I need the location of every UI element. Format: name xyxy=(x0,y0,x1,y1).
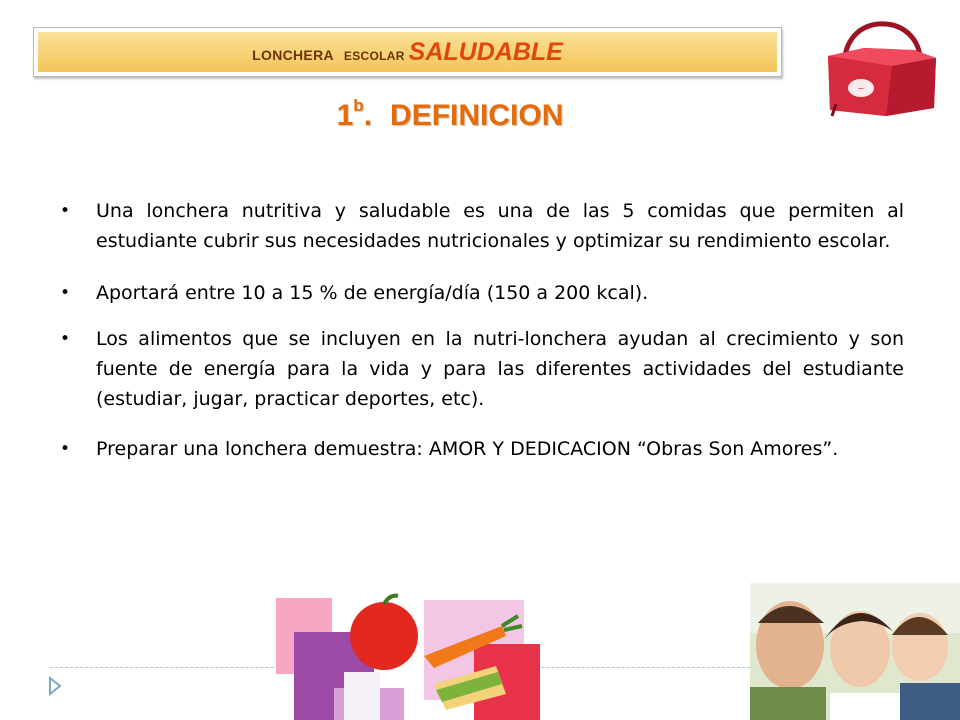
food-clipart-image xyxy=(274,592,540,720)
banner-word-lonchera: LONCHERA xyxy=(252,47,334,63)
heading-superscript: b xyxy=(353,96,364,115)
svg-text:~: ~ xyxy=(857,84,865,93)
bullet-dot: • xyxy=(60,201,71,221)
title-banner-fill xyxy=(38,32,777,72)
heading-number: 1 xyxy=(336,99,354,132)
title-banner xyxy=(33,27,782,77)
bullet-item xyxy=(60,324,904,414)
bullet-item xyxy=(60,432,904,466)
bullet-text: Preparar una lonchera demuestra: AMOR Y DEDICACION “Obras Son Amores”. xyxy=(96,438,839,460)
heading-punct: . xyxy=(363,99,373,132)
bullet-item xyxy=(60,278,904,308)
banner-word-saludable: SALUDABLE xyxy=(408,38,563,66)
bullet-dot: • xyxy=(60,439,71,459)
bullet-text: Una lonchera nutritiva y saludable es una de las 5 comidas que permiten al estudiante cubrir sus necesidades nutricionales y optimizar su rendimiento escolar. xyxy=(96,200,904,252)
heading-title: DEFINICION xyxy=(390,99,564,132)
section-heading xyxy=(0,96,900,133)
bullet-text: Aportará entre 10 a 15 % de energía/día (150 a 200 kcal). xyxy=(96,282,649,304)
bullet-item xyxy=(60,196,904,256)
bullet-dot: • xyxy=(60,329,71,349)
banner-word-escolar: ESCOLAR xyxy=(343,49,405,63)
definition-bullet-list xyxy=(60,196,904,466)
lunch-bag-image xyxy=(816,16,948,120)
family-photo-image xyxy=(750,583,960,720)
bullet-dot: • xyxy=(60,283,71,303)
bullet-text: Los alimentos que se incluyen en la nutri-lonchera ayudan al crecimiento y son fuente de energía para la vida y para las diferentes actividades del estudiante (estudiar, jugar, practicar deportes, etc). xyxy=(96,328,904,410)
play-arrow-icon xyxy=(48,676,62,696)
